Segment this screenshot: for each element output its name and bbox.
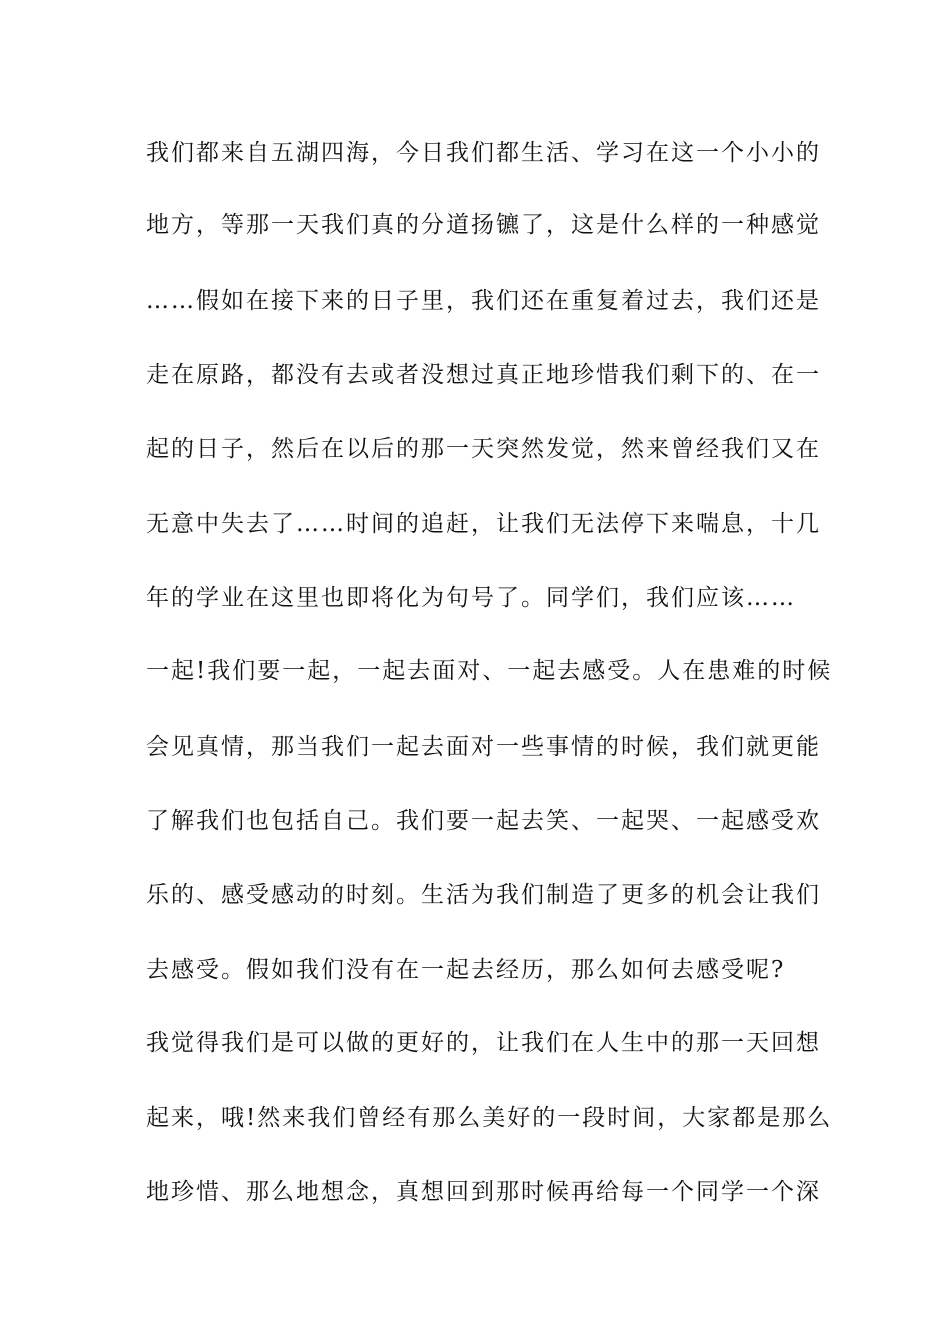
text-line: 起的日子，然后在以后的那一天突然发觉，然来曾经我们又在 xyxy=(146,436,821,462)
text-line: 了解我们也包括自己。我们要一起去笑、一起哭、一起感受欢 xyxy=(146,808,821,834)
text-line: 起来，哦!然来我们曾经有那么美好的一段时间，大家都是那么 xyxy=(146,1105,833,1131)
text-line: 一起!我们要一起，一起去面对、一起去感受。人在患难的时候 xyxy=(146,658,833,684)
text-line: 地珍惜、那么地想念，真想回到那时候再给每一个同学一个深 xyxy=(146,1179,821,1205)
text-line: 乐的、感受感动的时刻。生活为我们制造了更多的机会让我们 xyxy=(146,882,821,908)
text-line: 走在原路，都没有去或者没想过真正地珍惜我们剩下的、在一 xyxy=(146,362,821,388)
text-line: 地方，等那一天我们真的分道扬镳了，这是什么样的一种感觉 xyxy=(146,212,821,238)
text-line: 去感受。假如我们没有在一起去经历，那么如何去感受呢? xyxy=(146,957,786,983)
text-line: ……假如在接下来的日子里，我们还在重复着过去，我们还是 xyxy=(146,288,821,314)
text-line: 我们都来自五湖四海，今日我们都生活、学习在这一个小小的 xyxy=(146,140,821,166)
text-line: 无意中失去了……时间的追赶，让我们无法停下来喘息，十几 xyxy=(146,511,821,537)
text-line: 会见真情，那当我们一起去面对一些事情的时候，我们就更能 xyxy=(146,734,821,760)
text-line: 我觉得我们是可以做的更好的，让我们在人生中的那一天回想 xyxy=(146,1030,821,1056)
text-line: 年的学业在这里也即将化为句号了。同学们，我们应该…… xyxy=(146,585,796,611)
